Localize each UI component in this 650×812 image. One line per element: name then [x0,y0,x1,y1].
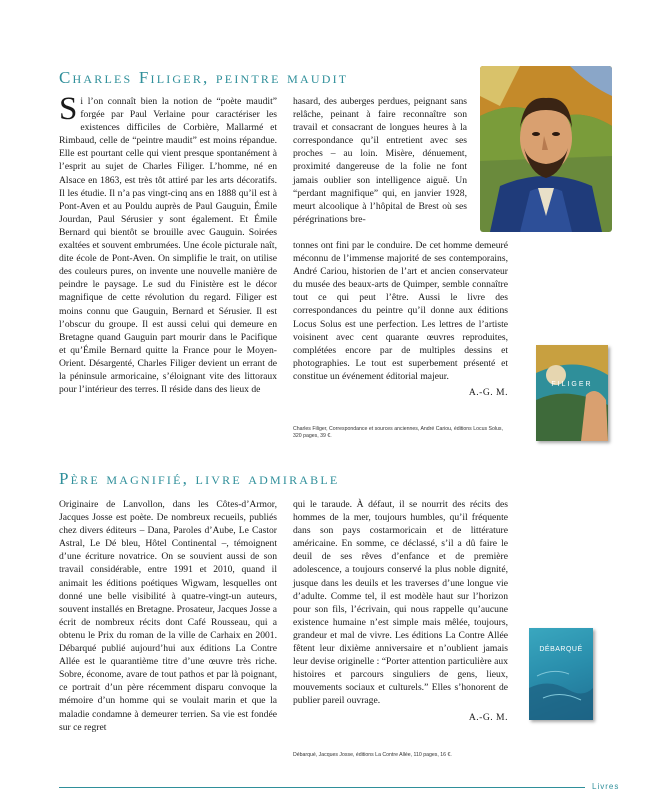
article1-column-right-top [293,95,467,226]
book-cover-filiger [536,345,608,441]
footer-section-label: Livres [592,782,620,791]
article2-col1-text: Originaire de Lanvollon, dans les Côtes-d’Armor, Jacques Josse est poète. De nombreux recueils, publiés chez divers éditeurs – Dana, Paroles d’Aube, Le Castor Astral, Le Dé bleu, Hôtel Continental –, témoignent d’une écriture novatrice. On se souvient aussi de son travail considérable, entre 1991 et 2010, quand il animait les éditions poétiques Wigwam, lesquelles ont donné une belle visibilité à quatre-vingt-un auteurs, souvent installés en Bretagne. Prosateur, Jacques Josse a écrit de nombreux récits dont Café Rousseau, qui a obtenu le Prix du roman de la ville de Carhaix en 2001. Débarqué publié aujourd’hui aux éditions La Contre Allée est le quarantième titre d’une œuvre très riche. Sobre, économe, avare de tout pathos et par là poignant, ce portrait d’un père récemment disparu convoque la mémoire d’un homme qui se voulait marin et que la maladie condamne à demeurer terrien. Sa vie est fondée sur ce regret [59,499,277,733]
article1-col2a-text: hasard, des auberges perdues, peignant sans relâche, peinant à faire reconnaître son travail et consacrant de longues heures à la correspondance qu’il entretient avec ses proches – au loin. Misère, dénuement, proximité dangereuse de la folie ne font jamais oublier son intelligence aiguë. Un “perdant magnifique” qui, en janvier 1928, meurt alcoolique à l’hôpital de Brest où ses pérégrinations bre- [293,96,467,225]
portrait-painting [480,66,612,232]
footer-rule [59,787,585,788]
article1-col1-text: i l’on connaît bien la notion de “poète maudit” forgée par Paul Verlaine pour caractériser les existences difficiles de Corbière, Mallarmé et Rimbaud, celle de “peintre maudit” est moins répandue. Elle est pourtant celle qui vient presque spontanément à l’esprit au sujet de Charles Filiger. L’homme, né en Alsace en 1863, est très tôt attiré par les arts décoratifs. Il les étudie. Il n’a pas vingt-cinq ans en 1888 qu’il est à Pont-Aven et au Pouldu auprès de Paul Gauguin, Émile Jourdan, Paul Sérusier y sont également. Et Émile Bernard qui bientôt se brouille avec Gauguin. Soirées exaltées et souvent embrumées. Une école picturale naît, dite école de Pont-Aven. On simplifie le trait, on utilise des couleurs pures, on invente une nouvelle manière de peindre le paysage. Le sud du Finistère est le décor magnifique de cette révolution du regard. Filiger est moins connu que Gauguin, Bernard et Sérusier. Il est l’obscur du groupe. Il est aussi celui qui demeure en Bretagne quand Gauguin part mourir dans le Pacifique et qu’Émile Bernard quitte la France pour le Moyen-Orient. Désargenté, Charles Filiger devient un errant de la péninsule armoricaine, s’éloignant vite des littoraux pour l’intérieur des terres. Il réside dans des lieux de [59,96,277,396]
article1-caption: Charles Filiger, Correspondance et sources anciennes, André Cariou, éditions Locus Solus, 320 pages, 39 €. [293,426,503,439]
article1-column-left [59,91,277,396]
article2-col2-text: qui le taraude. À défaut, il se nourrit des récits des hommes de la mer, toujours humbles, qu’il fréquente dans son pays costarmoricain et de littérature américaine. En somme, ce déclassé, s’il a dû faire le deuil de ses rêves d’enfance et de première adolescence, a toujours conservé la plus noble dignité, jusque dans les deuils et les traverses d’une longue vie d’adulte. Comme tel, il est modèle haut sur l’horizon pour son fils, l’écrivain, qui nous rappelle qu’aucune existence humaine n’est simple mais mêlée, toujours, grandeur et mal de vivre. Les éditions La Contre Allée fêtent leur dixième anniversaire et n’oublient jamais leur devise originelle : “Porter attention particulière aux histoires et parcours singuliers de gens, lieux, mouvements sociaux et culturels.” Elles s’honorent de publier pareil ouvrage. [293,499,508,707]
article1-title: Charles Filiger, peintre maudit [59,68,349,87]
dropcap: S [59,91,78,127]
article2-column-left [59,498,277,734]
article1-column-right-bottom [293,239,508,399]
article2-column-right [293,498,508,724]
article1-col2b-text: tonnes ont fini par le conduire. De cet homme demeuré méconnu de l’immense majorité de ses contemporains, André Cariou, historien de l’art et ancien conservateur du musée des beaux-arts de Quimper, semble connaître tout ce qui peut l’être. Aussi le livre des correspondances du peintre qu’il donne aux éditions Locus Solus est une perfection. Les lettres de l’artiste voisinent avec cent quarante œuvres reproduites, complétées encore par de multiples dessins et photographies. Le tout est superbement présenté et constitue un événement éditorial majeur. [293,240,508,382]
article1-signature: A.-G. M. [468,387,508,399]
book1-title: FILIGER [551,381,593,388]
article2-caption: Débarqué, Jacques Josse, éditions La Contre Allée, 110 pages, 16 €. [293,752,452,758]
article2-signature: A.-G. M. [468,711,508,723]
book2-title: DÉBARQUÉ [539,646,583,653]
book-cover-debarque [529,628,593,720]
article2-title: Père magnifié, livre admirable [59,469,340,488]
